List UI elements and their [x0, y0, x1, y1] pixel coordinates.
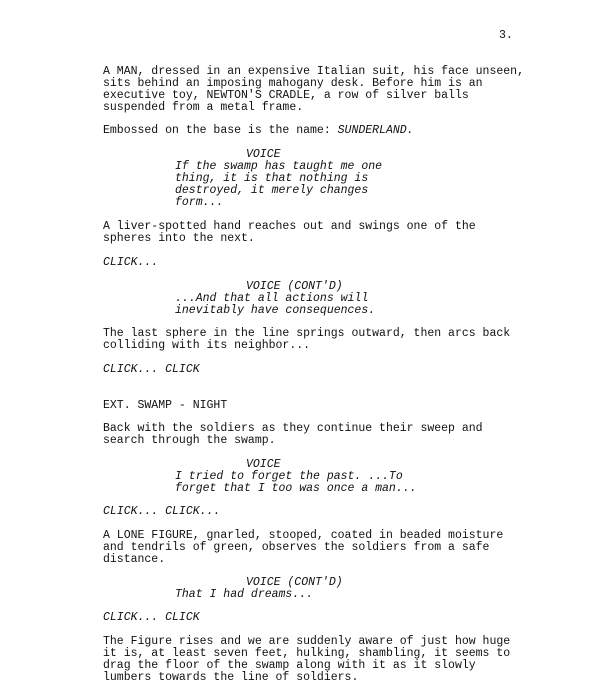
action-line: The last sphere in the line springs outward, then arcs back — [103, 327, 511, 340]
character-cue: VOICE (CONT'D) — [246, 280, 343, 293]
dialogue-line: destroyed, it merely changes — [175, 184, 369, 197]
action-text: Embossed on the base is the name: — [103, 124, 338, 137]
action-line: drag the floor of the swamp along with it as it slowly — [103, 659, 476, 672]
dialogue-line: ...And that all actions will — [175, 292, 369, 305]
dialogue-line: I tried to forget the past. ...To — [175, 470, 403, 483]
dialogue-line: forget that I too was once a man... — [175, 482, 417, 495]
action-line: A liver-spotted hand reaches out and swings one of the — [103, 220, 476, 233]
action-line: it is, at least seven feet, hulking, shambling, it seems to — [103, 647, 511, 660]
character-cue: VOICE — [246, 148, 281, 161]
sound-cue: CLICK... CLICK... — [103, 505, 221, 518]
scene-heading: EXT. SWAMP - NIGHT — [103, 399, 228, 412]
character-cue: VOICE (CONT'D) — [246, 576, 343, 589]
character-cue: VOICE — [246, 458, 281, 471]
dialogue-line: inevitably have consequences. — [175, 304, 376, 317]
action-line: suspended from a metal frame. — [103, 101, 304, 114]
action-line: search through the swamp. — [103, 434, 276, 447]
action-line: spheres into the next. — [103, 232, 255, 245]
action-line: sits behind an imposing mahogany desk. Before him is an — [103, 77, 483, 90]
action-line: The Figure rises and we are suddenly aware of just how huge — [103, 635, 511, 648]
action-line: distance. — [103, 553, 166, 566]
page-number: 3. — [499, 29, 513, 42]
action-line: and tendrils of green, observes the soldiers from a safe — [103, 541, 490, 554]
action-line: colliding with its neighbor... — [103, 339, 311, 352]
action-line — [103, 125, 414, 137]
action-line: executive toy, NEWTON'S CRADLE, a row of silver balls — [103, 89, 469, 102]
sound-cue: CLICK... CLICK — [103, 611, 200, 624]
sound-cue: CLICK... — [103, 256, 159, 269]
action-line: Back with the soldiers as they continue their sweep and — [103, 422, 483, 435]
action-line: A MAN, dressed in an expensive Italian suit, his face unseen, — [103, 65, 524, 78]
emphasized-name: SUNDERLAND. — [337, 124, 414, 137]
dialogue-line: form... — [175, 196, 224, 209]
action-line: lumbers towards the line of soldiers. — [103, 671, 359, 684]
dialogue-line: thing, it is that nothing is — [175, 172, 369, 185]
dialogue-line: If the swamp has taught me one — [175, 160, 383, 173]
dialogue-line: That I had dreams... — [175, 588, 314, 601]
action-line: A LONE FIGURE, gnarled, stooped, coated in beaded moisture — [103, 529, 504, 542]
sound-cue: CLICK... CLICK — [103, 363, 200, 376]
